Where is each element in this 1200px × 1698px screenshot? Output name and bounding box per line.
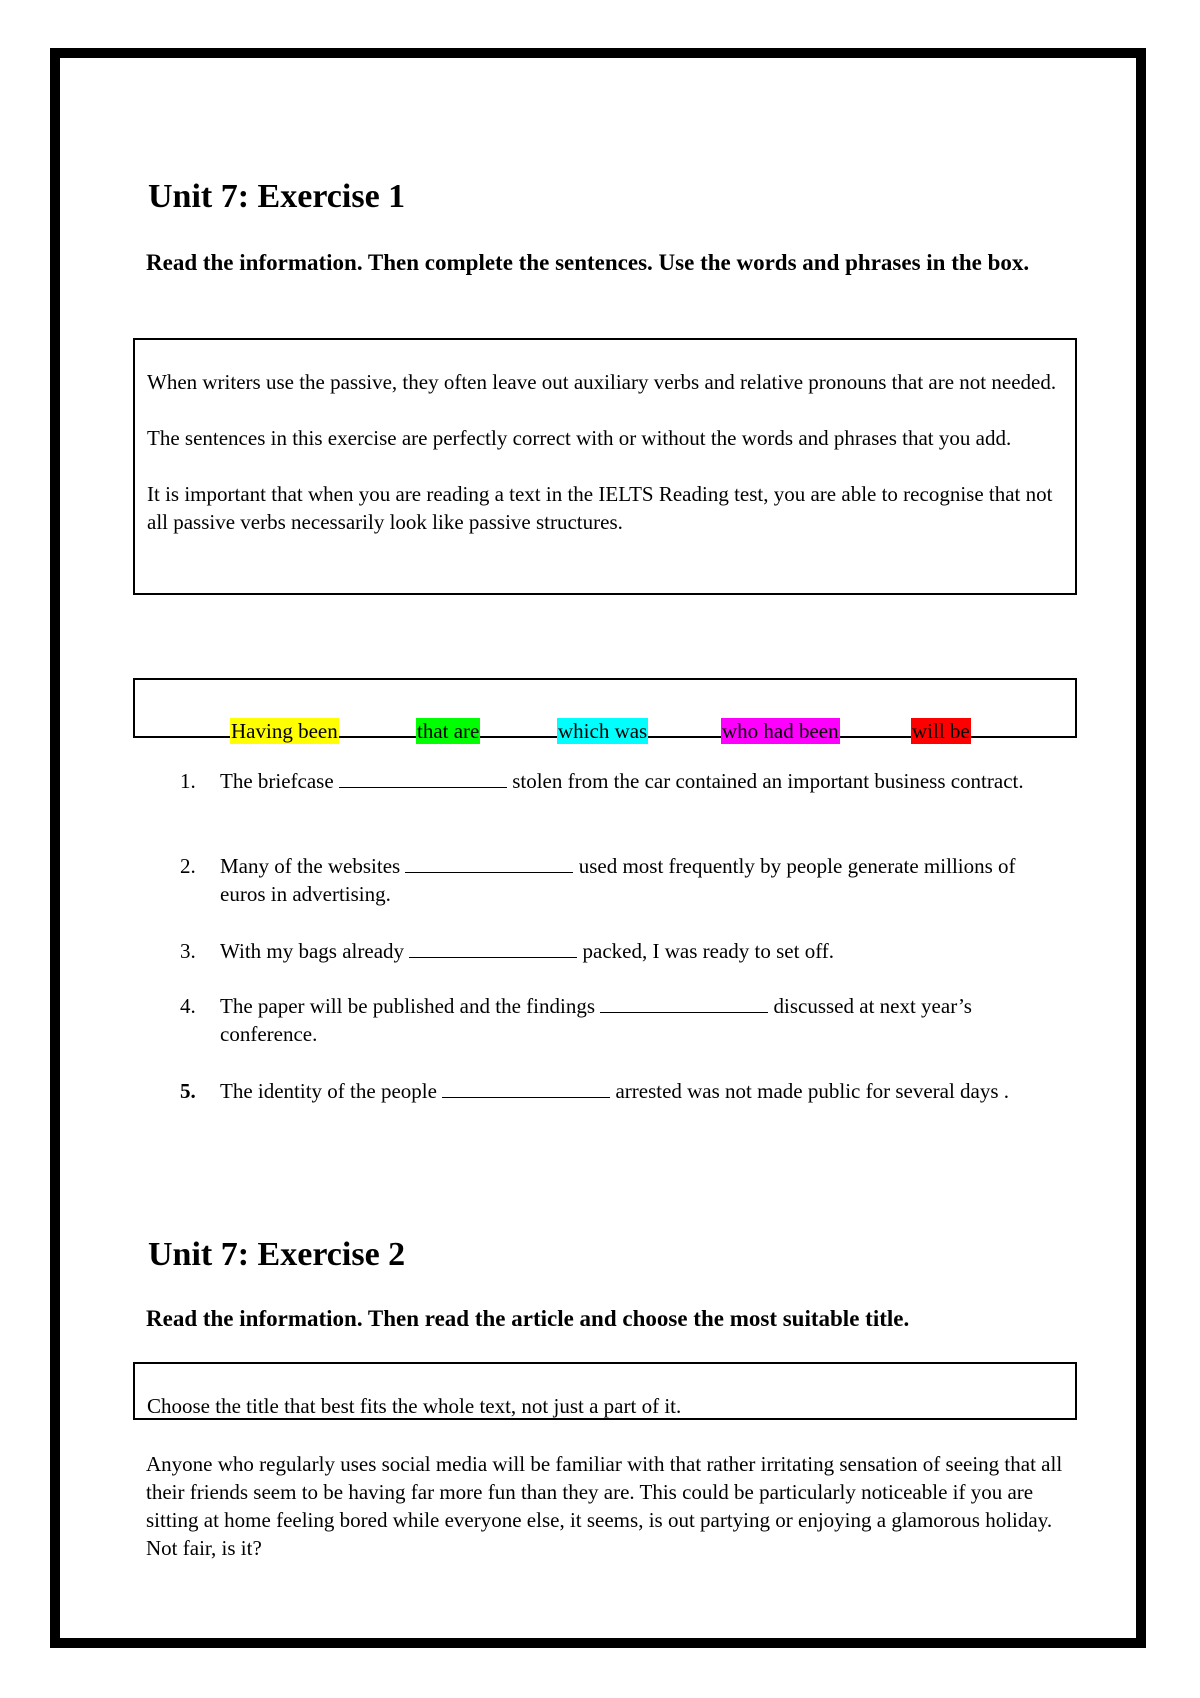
question-text-after: packed, I was ready to set off. <box>582 939 835 963</box>
question-item <box>180 992 1060 1048</box>
exercise-2-instruction: Read the information. Then read the article and choose the most suitable title. <box>146 1306 910 1331</box>
question-number: 5. <box>180 1079 196 1103</box>
exercise-2-heading: Unit 7: Exercise 2 <box>148 1236 406 1273</box>
question-text-before: The briefcase <box>220 769 334 793</box>
info-box-text: Choose the title that best fits the whole text, not just a part of it. <box>147 1394 682 1418</box>
word-chip-who-had-been: who had been <box>722 719 839 743</box>
word-chip-having-been: Having been <box>231 719 338 743</box>
question-text-after: used most frequently by people generate millions of euros in advertising. <box>220 854 1016 906</box>
exercise-1-heading: Unit 7: Exercise 1 <box>148 178 406 215</box>
exercise-2-info-box <box>133 1362 1077 1420</box>
info-paragraph: It is important that when you are reading a text in the IELTS Reading test, you are able to recognise that not all passive verbs necessarily look like passive structures. <box>147 482 1053 534</box>
word-box <box>133 678 1077 743</box>
question-number: 3. <box>180 939 196 963</box>
question-item <box>180 1077 1060 1105</box>
question-text-after: discussed at next year’s conference. <box>220 994 972 1046</box>
question-text-before: With my bags already <box>220 939 405 963</box>
info-paragraph: When writers use the passive, they often leave out auxiliary verbs and relative pronouns that are not needed. <box>147 370 1057 394</box>
article-text: Anyone who regularly uses social media will be familiar with that rather irritating sensation of seeing that all their friends seem to be having far more fun than they are. This could be particularly noticeable if you are sitting at home feeling bored while everyone else, it seems, is out partying or enjoying a glamorous holiday. Not fair, is it? <box>146 1452 1063 1560</box>
question-text <box>220 1077 1060 1105</box>
question-item <box>180 767 1060 795</box>
question-text-before: Many of the websites <box>220 854 401 878</box>
exercise-1-info-box <box>133 338 1077 595</box>
answer-blank[interactable] <box>600 992 768 1013</box>
question-text <box>220 852 1060 908</box>
question-text-after: stolen from the car contained an important business contract. <box>512 769 1024 793</box>
question-text <box>220 767 1060 795</box>
question-text <box>220 937 1060 965</box>
question-number: 4. <box>180 994 196 1018</box>
question-text-after: arrested was not made public for several days . <box>615 1079 1010 1103</box>
answer-blank[interactable] <box>339 767 507 788</box>
question-text-before: The identity of the people <box>220 1079 437 1103</box>
word-chip-that-are: that are <box>417 719 480 743</box>
word-chip-which-was: which was <box>558 719 648 743</box>
answer-blank[interactable] <box>409 937 577 958</box>
answer-blank[interactable] <box>405 852 573 873</box>
question-number: 2. <box>180 854 196 878</box>
info-paragraph: The sentences in this exercise are perfectly correct with or without the words and phrases that you add. <box>147 426 1012 450</box>
question-number: 1. <box>180 769 196 793</box>
answer-blank[interactable] <box>442 1077 610 1098</box>
question-text-before: The paper will be published and the findings <box>220 994 595 1018</box>
word-chip-will-be: will be <box>912 719 970 743</box>
exercise-1-instruction: Read the information. Then complete the sentences. Use the words and phrases in the box. <box>146 250 1030 275</box>
question-text <box>220 992 1060 1048</box>
question-item <box>180 852 1060 908</box>
question-item <box>180 937 1060 965</box>
